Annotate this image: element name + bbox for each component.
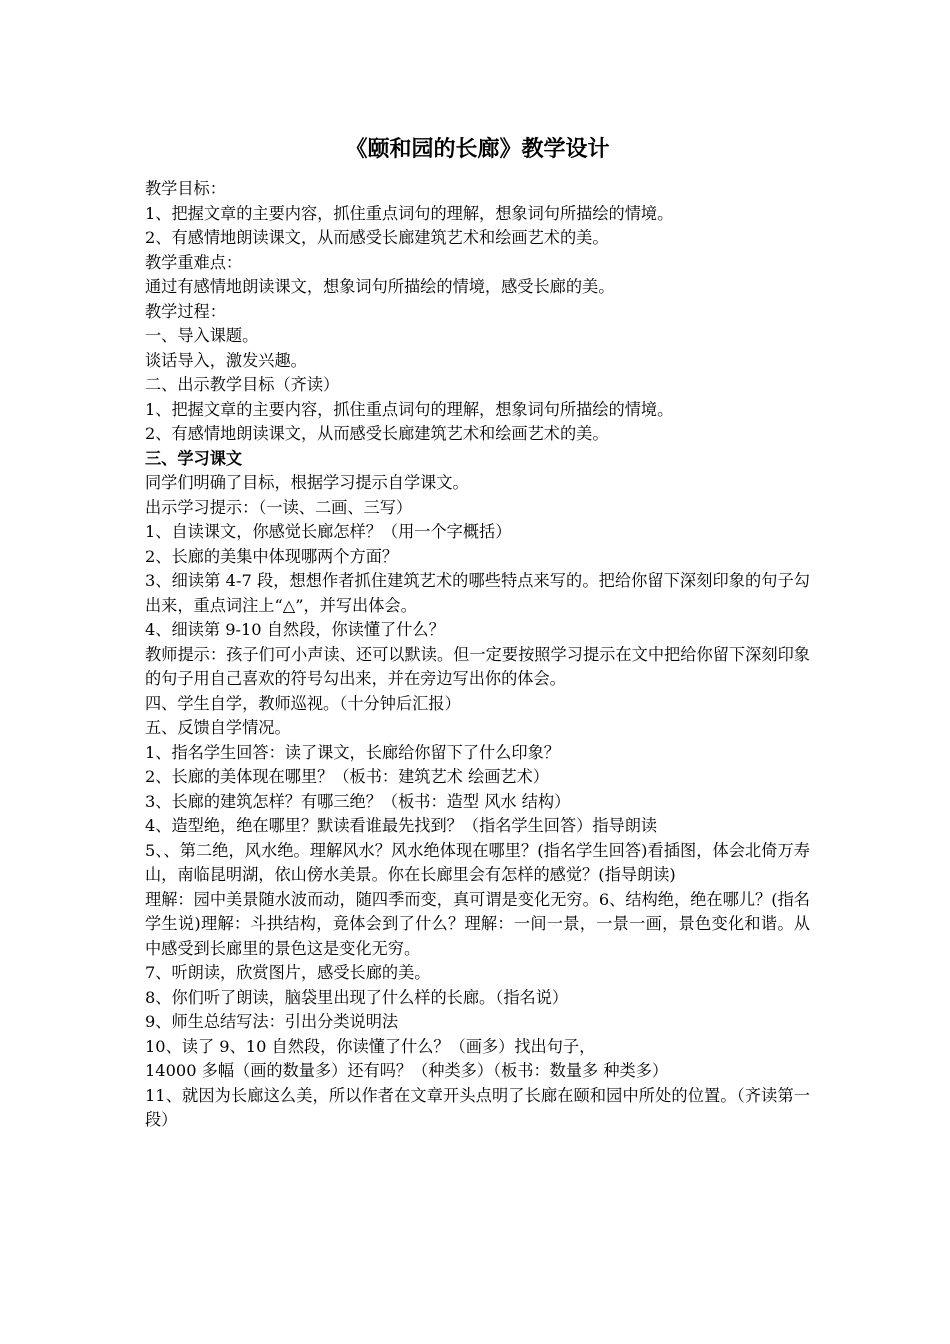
paragraph: 教师提示：孩子们可小声读、还可以默读。但一定要按照学习提示在文中把给你留下深刻印象的句子用自己喜欢的符号勾出来，并在旁边写出你的体会。: [145, 644, 810, 688]
paragraph: 1、自读课文，你感觉长廊怎样？（用一个字概括）: [145, 522, 512, 541]
paragraph: 5、、第二绝，风水绝。理解风水？风水绝体现在哪里？(指名学生回答)看插图，体会北倚万寿山，南临昆明湖，依山傍水美景。你在长廊里会有怎样的感觉？(指导朗读): [145, 840, 810, 884]
paragraph: 1、把握文章的主要内容，抓住重点词句的理解，想象词句所描绘的情境。: [145, 399, 674, 419]
paragraph: 10、读了 9、10 自然段，你读懂了什么？（画多）找出句子，: [145, 1036, 596, 1056]
paragraph: 2、长廊的美体现在哪里？（板书：建筑艺术 绘画艺术）: [145, 767, 549, 786]
paragraph: 3、细读第 4-7 段，想想作者抓住建筑艺术的哪些特点来写的。把给你留下深刻印象的句子勾出来，重点词注上“△”，并写出体会。: [145, 571, 810, 615]
paragraph: 教学重难点：: [145, 252, 243, 272]
paragraph: 一、导入课题。: [145, 326, 259, 345]
paragraph: 2、有感情地朗读课文，从而感受长廊建筑艺术和绘画艺术的美。: [145, 228, 609, 247]
paragraph: 2、长廊的美集中体现哪两个方面？: [145, 546, 399, 566]
document-body: [145, 177, 810, 1133]
paragraph: 教学目标：: [145, 179, 226, 198]
paragraph: 7、听朗读，欣赏图片，感受长廊的美。: [145, 963, 431, 982]
paragraph: 9、师生总结写法：引出分类说明法: [145, 1012, 399, 1031]
paragraph: 同学们明确了目标，根据学习提示自学课文。: [145, 473, 469, 492]
paragraph: 1、把握文章的主要内容，抓住重点词句的理解，想象词句所描绘的情境。: [145, 203, 674, 223]
paragraph: 2、有感情地朗读课文，从而感受长廊建筑艺术和绘画艺术的美。: [145, 424, 609, 443]
paragraph: 11、就因为长廊这么美，所以作者在文章开头点明了长廊在颐和园中所处的位置。（齐读第一段）: [145, 1085, 810, 1129]
document-title: 《颐和园的长廊》教学设计: [345, 136, 610, 162]
paragraph: 三、学习课文: [145, 448, 243, 468]
document-page: [145, 134, 810, 1133]
paragraph: 教学过程：: [145, 301, 226, 321]
paragraph: 通过有感情地朗读课文，想象词句所描绘的情境，感受长廊的美。: [145, 277, 615, 296]
paragraph: 五、反馈自学情况。: [145, 718, 291, 737]
paragraph: 出示学习提示：（一读、二画、三写）: [145, 497, 413, 517]
paragraph: 二、出示教学目标（齐读）: [145, 375, 340, 394]
paragraph: 4、造型绝，绝在哪里？默读看谁最先找到？（指名学生回答）指导朗读: [145, 816, 658, 835]
paragraph: 3、长廊的建筑怎样？有哪三绝？（板书：造型 风水 结构）: [145, 791, 571, 811]
paragraph: 谈话导入，激发兴趣。: [145, 350, 307, 370]
paragraph: 4、细读第 9-10 自然段，你读懂了什么？: [145, 620, 445, 639]
paragraph: 8、你们听了朗读，脑袋里出现了什么样的长廊。（指名说）: [145, 987, 569, 1007]
paragraph: 14000 多幅（画的数量多）还有吗？（种类多）（板书：数量多 种类多）: [145, 1061, 669, 1080]
paragraph: 四、学生自学，教师巡视。（十分钟后汇报）: [145, 693, 461, 713]
paragraph: 1、指名学生回答：读了课文，长廊给你留下了什么印象？: [145, 742, 560, 762]
paragraph: 理解：园中美景随水波而动，随四季而变，真可谓是变化无穷。6、结构绝，绝在哪儿？(指名学生说)理解：斗拱结构，竟体会到了什么？理解：一间一景，一景一画，景色变化和谐。从中感受到长廊里的景色这是变化无穷。: [145, 889, 810, 958]
